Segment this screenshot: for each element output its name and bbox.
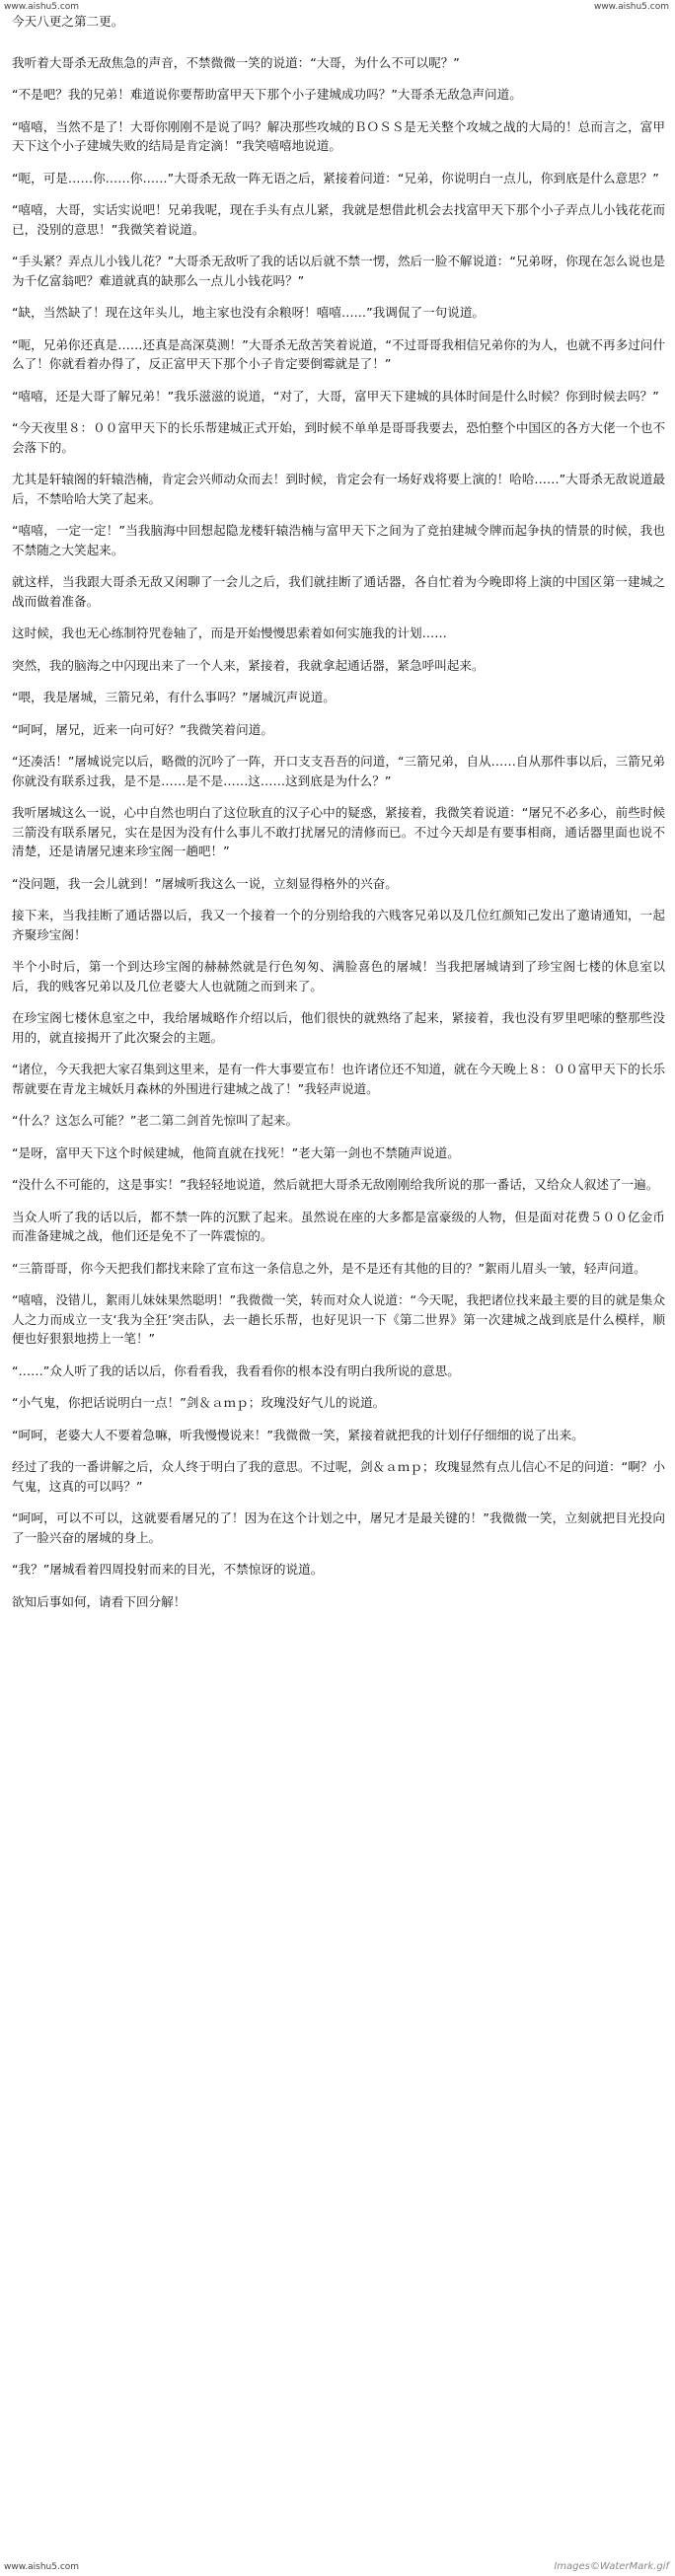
paragraph: “什么？这怎么可能？”老二第二剑首先惊叫了起来。 (12, 1113, 299, 1128)
paragraph: “三箭哥哥，你今天把我们都找来除了宣布这一条信息之外，是不是还有其他的目的？”絮雨儿眉头一皱，轻声问道。 (12, 1260, 646, 1276)
paragraph: “嘻嘻，还是大哥了解兄弟！”我乐滋滋的说道，“对了，大哥，富甲天下建城的具体时间是什么时候？你到时候去吗？” (12, 388, 659, 404)
paragraph: “嘻嘻，一定一定！”当我脑海中回想起隐龙楼轩辕浩楠与富甲天下之间为了竞拍建城令牌而起争执的情景的时候，我也不禁随之大笑起来。 (12, 523, 665, 557)
site-url-top-left: www.aishu5.com (4, 2, 80, 12)
paragraph: 经过了我的一番讲解之后，众人终于明白了我的意思。不过呢，剑＆ａｍｐ；玫瑰显然有点儿信心不足的问道：“啊？小气鬼，这真的可以吗？” (12, 1459, 665, 1494)
paragraph: 半个小时后，第一个到达珍宝阁的赫赫然就是行色匆匆、满脸喜色的屠城！当我把屠城请到了珍宝阁七楼的休息室以后，我的贱客兄弟以及几位老婆大人也就随之而到来了。 (12, 959, 665, 994)
paragraph: “诸位，今天我把大家召集到这里来，是有一件大事要宣布！也许诸位还不知道，就在今天晚上８：００富甲天下的长乐帮就要在青龙主城妖月森林的外围进行建城之战了！”我轻声说道。 (12, 1062, 665, 1096)
paragraph: 今天八更之第二更。 (12, 14, 124, 29)
paragraph: 在珍宝阁七楼休息室之中，我给屠城略作介绍以后，他们很快的就熟络了起来，紧接着，我也没有罗里吧嗦的整那些没用的，就直接揭开了此次聚会的主题。 (12, 1010, 665, 1045)
paragraph: “不是吧？我的兄弟！难道说你要帮助富甲天下那个小子建城成功吗？”大哥杀无敌急声问道。 (12, 87, 522, 102)
paragraph: “呃，兄弟你还真是……还真是高深莫测！”大哥杀无敌苦笑着说道，“不过哥哥我相信兄弟你的为人，也就不再多过问什么了！你就看着办得了，反正富甲天下那个小子肯定要倒霉就是了！” (12, 336, 665, 371)
paragraph: “嘻嘻，大哥，实话实说吧！兄弟我呢，现在手头有点儿紧，我就是想借此机会去找富甲天下那个小子弄点儿小钱花花而已，没别的意思！”我微笑着说道。 (12, 202, 665, 237)
paragraph: 欲知后事如何，请看下回分解！ (12, 1593, 187, 1609)
paragraph: “喂，我是屠城，三箭兄弟，有什么事吗？”屠城沉声说道。 (12, 690, 336, 704)
paragraph: 我听屠城这么一说，心中自然也明白了这位耿直的汉子心中的疑惑，紧接着，我微笑着说道：“屠兄不必多心，前些时候三箭没有联系屠兄，实在是因为没有什么事儿不敢打扰屠兄的清修而已。不过今天却是有要事相商，通话器里面也说不清楚，还是请屠兄速来珍宝阁一趟吧！” (12, 805, 665, 858)
paragraph: “嘻嘻，没错儿，絮雨儿妹妹果然聪明！”我微微一笑，转而对众人说道：“今天呢，我把诸位找来最主要的目的就是集众人之力而成立一支‘我为全狂’突击队，去一趟长乐帮，也好见识一下《第二世界》第一次建城之战到底是什么模样，顺便也好狠狠地捞上一笔！” (12, 1292, 665, 1346)
paragraph: “是呀，富甲天下这个时候建城，他简直就在找死！”老大第一剑也不禁随声说道。 (12, 1144, 460, 1160)
paragraph: “嘻嘻，当然不是了！大哥你刚刚不是说了吗？解决那些攻城的ＢＯＳＳ是无关整个攻城之战的大局的！总而言之，富甲天下这个小子建城失败的结局是肯定滴！”我笑嘻嘻地说道。 (12, 118, 665, 153)
paragraph: “缺，当然缺了！现在这年头儿，地主家也没有余粮呀！嘻嘻……”我调侃了一句说道。 (12, 305, 486, 320)
paragraph: “今天夜里８：００富甲天下的长乐帮建城正式开始，到时候不单单是哥哥我要去，恐怕整个中国区的各方大佬一个也不会落下的。 (12, 420, 665, 455)
site-url-top-right: www.aishu5.com (593, 2, 669, 12)
paragraph: “呵呵，屠兄，近来一向可好？”我微笑着问道。 (12, 721, 273, 737)
paragraph: “手头紧？弄点儿小钱儿花？”大哥杀无敌听了我的话以后就不禁一愣，然后一脸不解说道：“兄弟呀，你现在怎么说也是为千亿富翁吧？难道就真的缺那么一点儿小钱花吗？” (12, 254, 665, 288)
paragraph: 尤其是轩辕阁的轩辕浩楠，肯定会兴师动众而去！到时候，肯定会有一场好戏将要上演的！哈哈……”大哥杀无敌说道最后，不禁哈哈大笑了起来。 (12, 472, 665, 506)
paragraph: 就这样，当我跟大哥杀无敌又闲聊了一会儿之后，我们就挂断了通话器，各自忙着为今晚即将上演的中国区第一建城之战而做着准备。 (12, 574, 665, 609)
paragraph: “我？”屠城看着四周投射而来的目光，不禁惊讶的说道。 (12, 1562, 324, 1577)
paragraph: “呵呵，可以不可以，这就要看屠兄的了！因为在这个计划之中，屠兄才是最关键的！”我微微一笑，立刻就把目光投向了一脸兴奋的屠城的身上。 (12, 1510, 665, 1545)
paragraph: 当众人听了我的话以后，都不禁一阵的沉默了起来。虽然说在座的大多都是富豪级的人物，但是面对花费５００亿金币而准备建城之战，他们还是免不了一阵震惊的。 (12, 1209, 665, 1243)
paragraph: 这时候，我也无心练制符咒卷轴了，而是开始慢慢思索着如何实施我的计划…… (12, 626, 447, 640)
paragraph: 突然，我的脑海之中闪现出来了一个人来，紧接着，我就拿起通话器，紧急呼叫起来。 (12, 657, 485, 673)
paragraph: “还凑活！”屠城说完以后，略微的沉吟了一阵，开口支支吾吾的问道，“三箭兄弟，自从……自从那件事以后，三箭兄弟你就没有联系过我，是不是……是不是……这……这到底是为什么？” (12, 754, 665, 788)
paragraph: 我听着大哥杀无敌焦急的声音，不禁微微一笑的说道：“大哥，为什么不可以呢？” (12, 54, 460, 70)
paragraph: “小气鬼，你把话说明白一点！”剑＆ａｍｐ；玫瑰没好气儿的说道。 (12, 1395, 386, 1410)
paragraph: “……”众人听了我的话以后，你看看我，我看看你的根本没有明白我所说的意思。 (12, 1362, 460, 1378)
watermark-credit: Images©WaterMark.gif (554, 2561, 669, 2572)
paragraph: “没什么不可能的，这是事实！”我轻轻地说道，然后就把大哥杀无敌刚刚给我所说的那一番话，又给众人叙述了一遍。 (12, 1177, 659, 1192)
chapter-text (12, 12, 665, 1624)
paragraph: “呵呵，老婆大人不要着急嘛，听我慢慢说来！”我微微一笑，紧接着就把我的计划仔仔细细的说了出来。 (12, 1427, 584, 1442)
paragraph: “呃，可是……你……你……”大哥杀无敌一阵无语之后，紧接着问道：“兄弟，你说明白一点儿，你到底是什么意思？” (12, 170, 659, 185)
paragraph: 接下来，当我挂断了通话器以后，我又一个接着一个的分别给我的六贱客兄弟以及几位红颜知己发出了邀请通知，一起齐聚珍宝阁！ (12, 908, 665, 942)
bottom-site-bar (0, 2561, 675, 2576)
site-url-bottom-left: www.aishu5.com (4, 2562, 80, 2572)
paragraph: “没问题，我一会儿就到！”屠城听我这么一说，立刻显得格外的兴奋。 (12, 875, 398, 891)
